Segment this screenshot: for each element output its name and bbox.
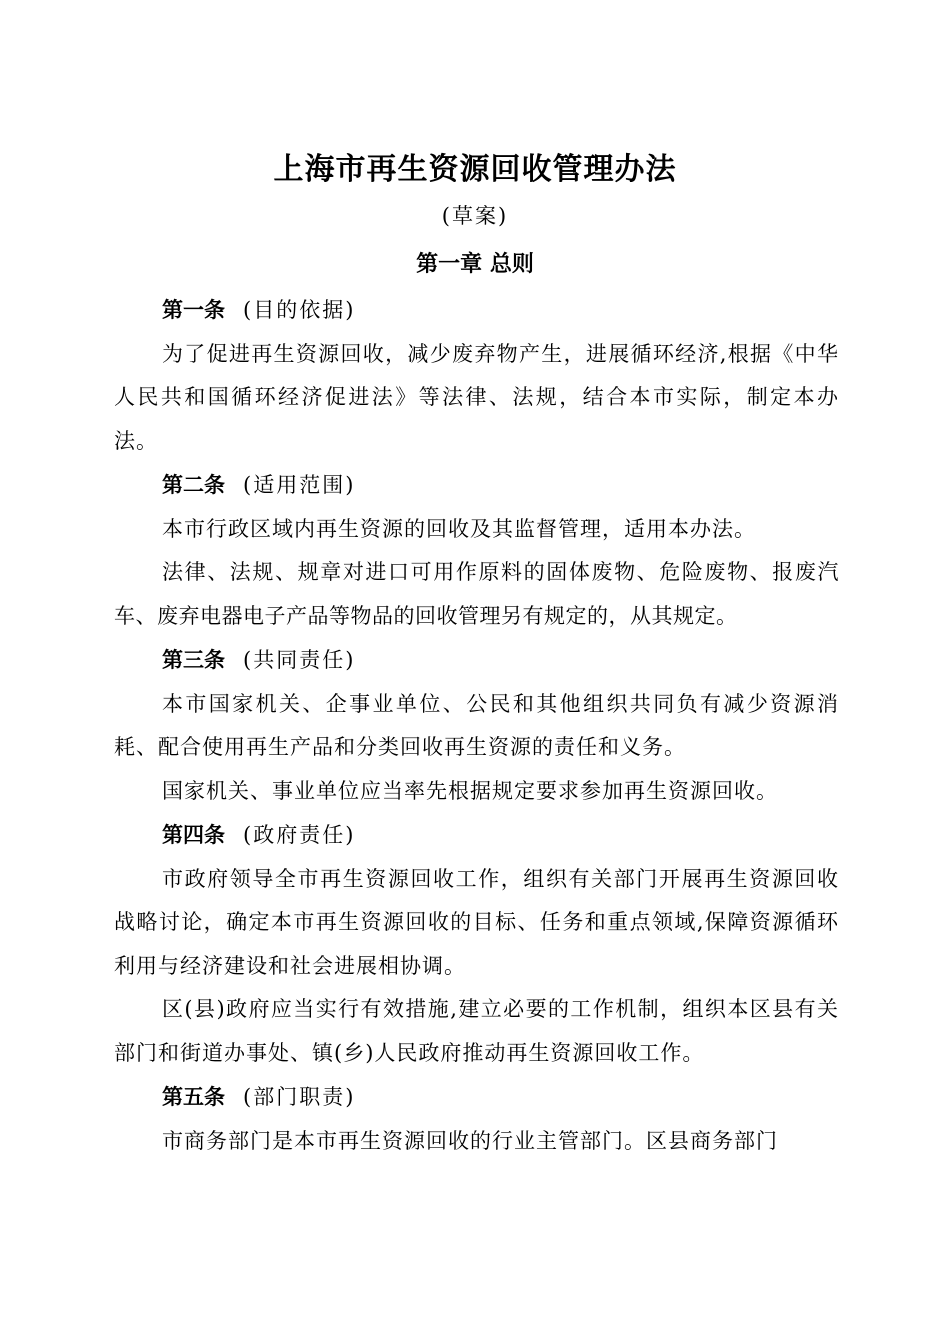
article-topic: (适用范围): [243, 473, 356, 497]
article-number: 第四条: [162, 822, 225, 847]
document-subtitle: (草案): [441, 204, 509, 228]
article-heading: [114, 638, 839, 683]
article-number: 第五条: [162, 1084, 225, 1109]
article-paragraph: 本市国家机关、企事业单位、公民和其他组织共同负有减少资源消耗、配合使用再生产品和分类回收再生资源的责任和义务。: [114, 691, 839, 759]
article-topic: (目的依据): [243, 298, 356, 322]
article-topic: (政府责任): [243, 823, 356, 847]
article-heading: [114, 1075, 839, 1120]
article-paragraph: 国家机关、事业单位应当率先根据规定要求参加再生资源回收。: [162, 778, 778, 803]
document-title: 上海市再生资源回收管理办法: [273, 152, 677, 187]
article-paragraph: 法律、法规、规章对进口可用作原料的固体废物、危险废物、报废汽车、废弃电器电子产品等物品的回收管理另有规定的，从其规定。: [114, 560, 839, 628]
chapter-heading: 第一章 总则: [416, 251, 534, 277]
article-number: 第三条: [162, 647, 225, 672]
document-body: [114, 288, 839, 1163]
article-heading: [114, 288, 839, 333]
article-topic: (共同责任): [243, 648, 356, 672]
article-heading: [114, 813, 839, 858]
article-paragraph: 为了促进再生资源回收，减少废弃物产生，进展循环经济,根据《中华人民共和国循环经济促进法》等法律、法规，结合本市实际，制定本办法。: [114, 341, 839, 453]
article-number: 第一条: [162, 297, 225, 322]
article-topic: (部门职责): [243, 1085, 356, 1109]
article-heading: [114, 463, 839, 508]
article-number: 第二条: [162, 472, 225, 497]
article-paragraph: 本市行政区域内再生资源的回收及其监督管理，适用本办法。: [162, 516, 756, 541]
article-paragraph: 市政府领导全市再生资源回收工作，组织有关部门开展再生资源回收战略讨论，确定本市再生资源回收的目标、任务和重点领域,保障资源循环利用与经济建设和社会进展相协调。: [114, 866, 839, 978]
article-paragraph: 区(县)政府应当实行有效措施,建立必要的工作机制，组织本区县有关部门和街道办事处、镇(乡)人民政府推动再生资源回收工作。: [114, 997, 839, 1065]
article-paragraph: 市商务部门是本市再生资源回收的行业主管部门。区县商务部门: [162, 1128, 778, 1153]
